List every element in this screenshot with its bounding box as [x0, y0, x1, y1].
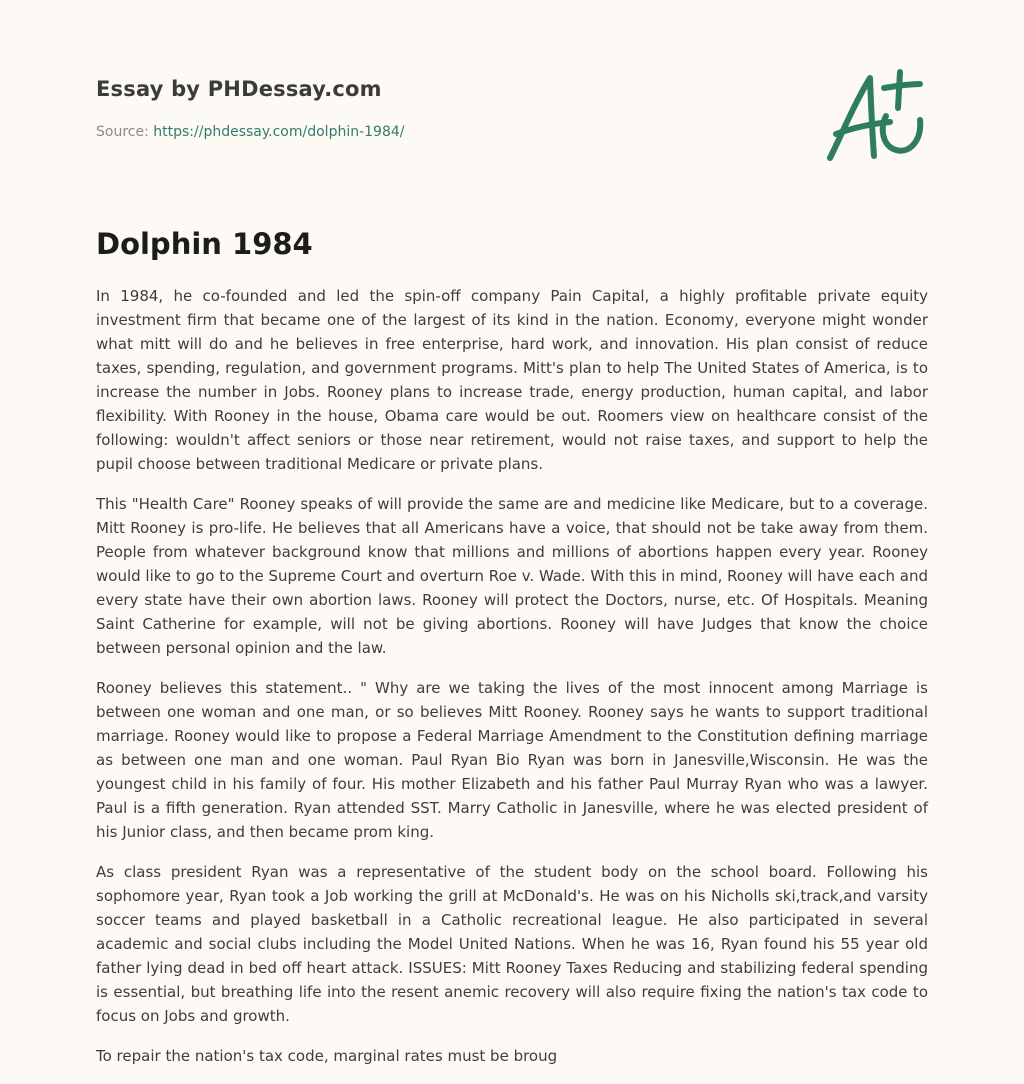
- essay-paragraph: This "Health Care" Rooney speaks of will provide the same are and medicine like Medicare, but to a coverage. Mitt Rooney is pro-life. He believes that all Americans have a voice, that should not be take away from them. People from whatever background know that millions and millions of abortions happen every year. Rooney would like to go to the Supreme Court and overturn Roe v. Wade. With this in mind, Rooney will have each and every state have their own abortion laws. Rooney will protect the Doctors, nurse, etc. Of Hospitals. Meaning Saint Catherine for example, will not be giving abortions. Rooney will have Judges that know the choice between personal opinion and the law.: [96, 495, 928, 657]
- essay-paragraph: Rooney believes this statement.. " Why are we taking the lives of the most innocent among Marriage is between one woman and one man, or so believes Mitt Rooney. Rooney says he wants to support traditional marriage. Rooney would like to propose a Federal Marriage Amendment to the Constitution defining marriage as between one man and one woman. Paul Ryan Bio Ryan was born in Janesville,Wisconsin. He was the youngest child in his family of four. His mother Elizabeth and his father Paul Murray Ryan who was a lawyer. Paul is a fifth generation. Ryan attended SST. Marry Catholic in Janesville, where he was elected president of his Junior class, and then became prom king.: [96, 679, 928, 841]
- source-line: [96, 122, 696, 142]
- essay-body: [96, 284, 928, 1084]
- essay-paragraph: To repair the nation's tax code, marginal rates must be broug: [96, 1047, 558, 1065]
- source-link[interactable]: https://phdessay.com/dolphin-1984/: [153, 124, 405, 140]
- essay-paragraph: As class president Ryan was a representative of the student body on the school board. Following his sophomore year, Ryan took a Job working the grill at McDonald's. He was on his Nicholls ski,track,and varsity soccer teams and played basketball in a Catholic recreational league. He also participated in several academic and social clubs including the Model United Nations. When he was 16, Ryan found his 55 year old father lying dead in bed off heart attack. ISSUES: Mitt Rooney Taxes Reducing and stabilizing federal spending is essential, but breathing life into the resent anemic recovery will also require fixing the nation's tax code to focus on Jobs and growth.: [96, 863, 928, 1025]
- document-header: [96, 74, 696, 142]
- a-plus-grade-icon: [820, 64, 930, 168]
- essay-paragraph: In 1984, he co-founded and led the spin-off company Pain Capital, a highly profitable private equity investment firm that became one of the largest of its kind in the nation. Economy, everyone might wonder what mitt will do and he believes in free enterprise, hard work, and innovation. His plan consist of reduce taxes, spending, regulation, and government programs. Mitt's plan to help The United States of America, is to increase the number in Jobs. Rooney plans to increase trade, energy production, human capital, and labor flexibility. With Rooney in the house, Obama care would be out. Roomers view on healthcare consist of the following: wouldn't affect seniors or those near retirement, would not raise taxes, and support to help the pupil choose between traditional Medicare or private plans.: [96, 287, 928, 473]
- source-label: Source:: [96, 124, 154, 140]
- brand-title: Essay by PHDessay.com: [96, 77, 382, 101]
- essay-title: Dolphin 1984: [96, 227, 313, 261]
